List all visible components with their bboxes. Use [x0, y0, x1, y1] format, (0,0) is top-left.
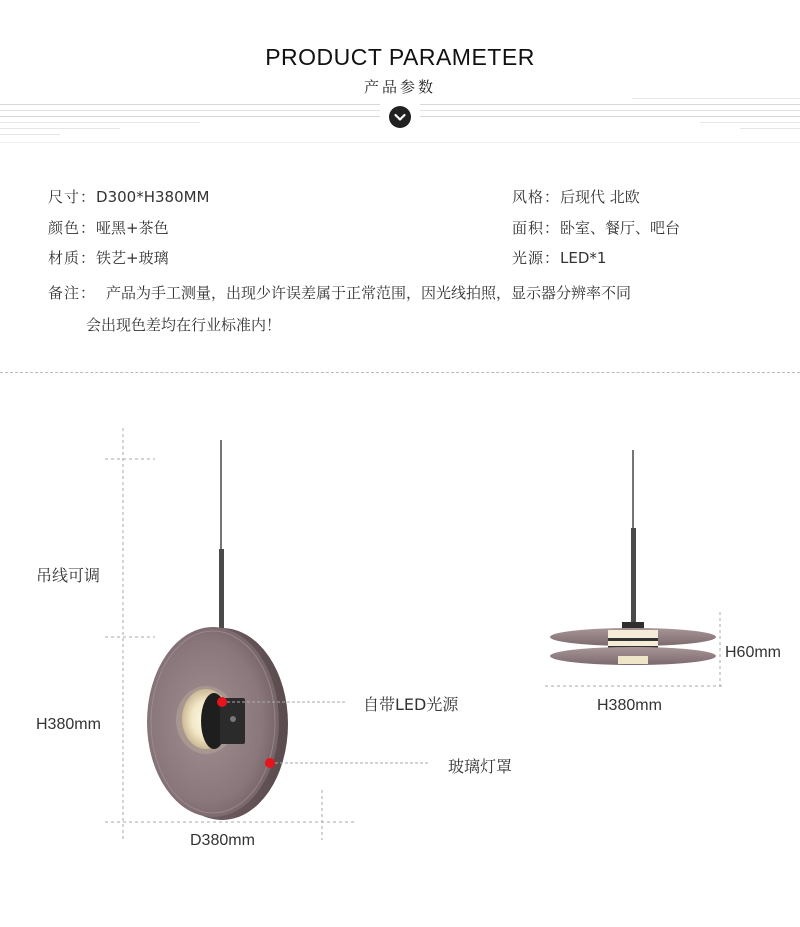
spec-size-value: D300*H380MM [96, 188, 210, 206]
led-marker-dot [217, 697, 227, 707]
height-label: H380mm [36, 716, 101, 733]
shade-marker-dot [265, 758, 275, 768]
spec-size-label: 尺寸： [48, 188, 97, 206]
spec-style-value: 后现代 北欧 [560, 188, 640, 206]
spec-area-label: 面积： [512, 219, 561, 237]
spec-color-label: 颜色： [48, 219, 97, 237]
spec-material-value: 铁艺+玻璃 [96, 249, 169, 267]
spec-color-value: 哑黑+茶色 [96, 219, 169, 237]
spec-light-value: LED*1 [560, 249, 607, 267]
glass-shade-label: 玻璃灯罩 [448, 757, 513, 776]
spec-style-label: 风格： [512, 188, 561, 206]
spec-material-label: 材质： [48, 249, 97, 267]
side-lamp-rod [631, 528, 636, 623]
page-subtitle: 产品参数 [363, 78, 436, 96]
led-source-label: 自带LED光源 [363, 695, 459, 714]
side-height-label: H60mm [725, 644, 782, 661]
spec-note-line1: 产品为手工测量，出现少许误差属于正常范围，因光线拍照，显示器分辨率不同 [106, 284, 632, 302]
diameter-label: D380mm [190, 832, 255, 849]
side-width-label: H380mm [597, 697, 662, 714]
spec-note-label: 备注： [48, 284, 97, 302]
spec-area-value: 卧室、餐厅、吧台 [560, 219, 681, 237]
cord-adjustable-label: 吊线可调 [36, 566, 101, 585]
page-title: PRODUCT PARAMETER [265, 44, 535, 70]
spec-note-line2: 会出现色差均在行业标准内！ [86, 316, 282, 334]
spec-light-label: 光源： [512, 249, 561, 267]
